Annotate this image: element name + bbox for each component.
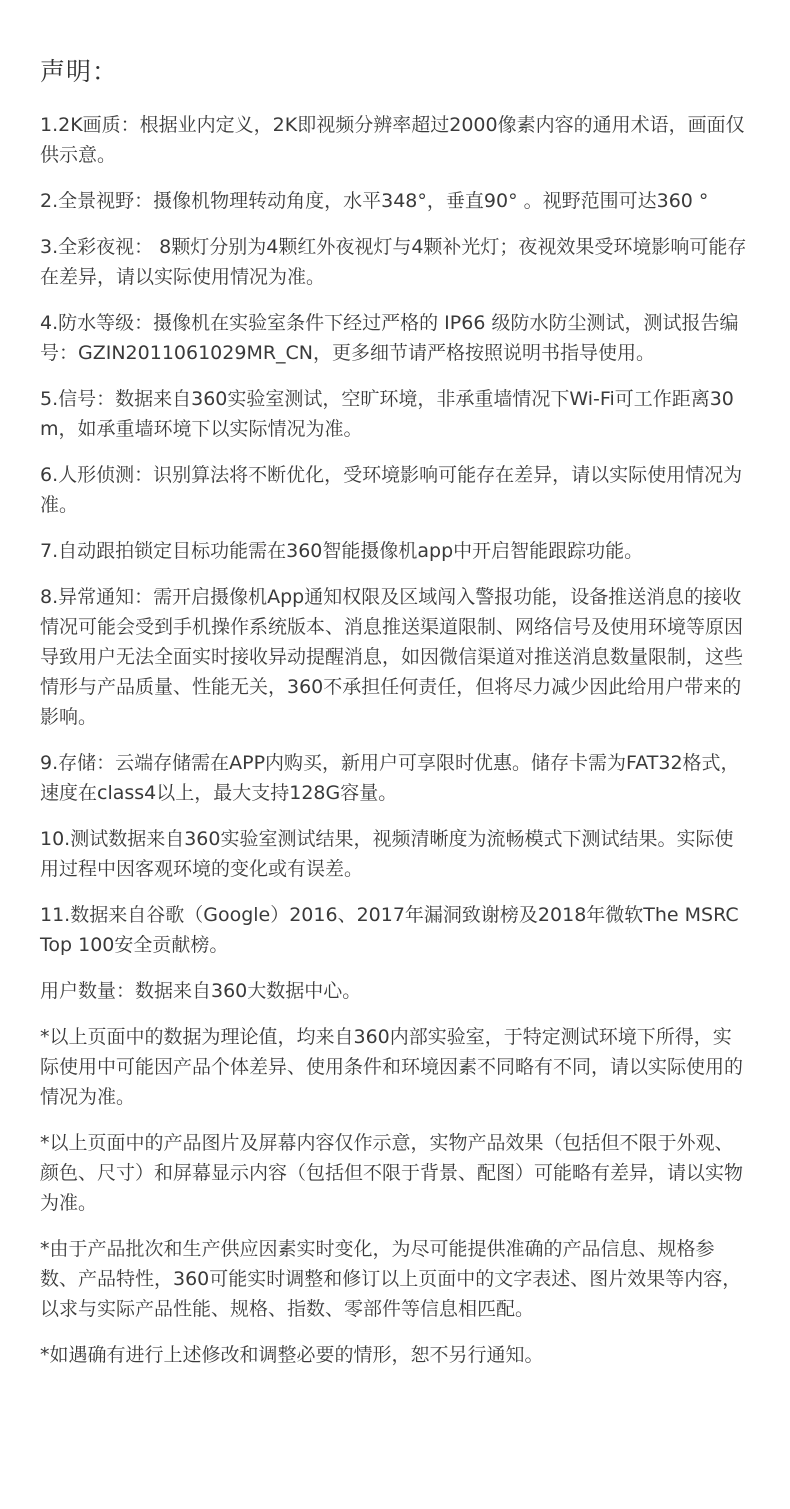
disclaimer-item-5: 5.信号：数据来自360实验室测试，空旷环境，非承重墙情况下Wi-Fi可工作距离30m，如承重墙环境下以实际情况为准。 (40, 388, 734, 440)
image-illustration-note: *以上页面中的产品图片及屏幕内容仅作示意，实物产品效果（包括但不限于外观、颜色、尺寸）和屏幕显示内容（包括但不限于背景、配图）可能略有差异，请以实物为准。 (40, 1132, 744, 1214)
disclaimer-item-8: 8.异常通知：需开启摄像机App通知权限及区域闯入警报功能，设备推送消息的接收情况可能会受到手机操作系统版本、消息推送渠道限制、网络信号及使用环境等原因导致用户无法全面实时接收异动提醒消息，如因微信渠道对推送消息数量限制，这些情形与产品质量、性能无关，360不承担任何责任，但将尽力减少因此给用户带来的影响。 (40, 586, 744, 728)
disclaimer-item-7: 7.自动跟拍锁定目标功能需在360智能摄像机app中开启智能跟踪功能。 (40, 540, 644, 562)
disclaimer-item-3: 3.全彩夜视： 8颗灯分别为4颗红外夜视灯与4颗补光灯；夜视效果受环境影响可能存在差异，请以实际使用情况为准。 (40, 236, 747, 288)
content-adjustment-note: *由于产品批次和生产供应因素实时变化，为尽可能提供准确的产品信息、规格参数、产品特性，360可能实时调整和修订以上页面中的文字表述、图片效果等内容，以求与实际产品性能、规格、指数、零部件等信息相匹配。 (40, 1238, 742, 1320)
user-count-note: 用户数量：数据来自360大数据中心。 (40, 980, 362, 1002)
disclaimer-item-10: 10.测试数据来自360实验室测试结果，视频清晰度为流畅模式下测试结果。实际使用过程中因客观环境的变化或有误差。 (40, 828, 734, 880)
disclaimer-item-9: 9.存储：云端存储需在APP内购买，新用户可享限时优惠。储存卡需为FAT32格式，速度在class4以上，最大支持128G容量。 (40, 752, 740, 804)
theoretical-value-note: *以上页面中的数据为理论值，均来自360内部实验室，于特定测试环境下所得，实际使用中可能因产品个体差异、使用条件和环境因素不同略有不同，请以实际使用的情况为准。 (40, 1026, 744, 1108)
page-title: 声明： (40, 57, 119, 86)
disclaimer-item-1: 1.2K画质：根据业内定义，2K即视频分辨率超过2000像素内容的通用术语，画面仅供示意。 (40, 114, 745, 166)
disclaimer-item-4: 4.防水等级：摄像机在实验室条件下经过严格的 IP66 级防水防尘测试，测试报告编号：GZIN2011061029MR_CN，更多细节请严格按照说明书指导使用。 (40, 312, 739, 364)
disclaimer-item-2: 2.全景视野：摄像机物理转动角度，水平348°，垂直90° 。视野范围可达360 ° (40, 190, 709, 212)
disclaimer-item-11: 11.数据来自谷歌（Google）2016、2017年漏洞致谢榜及2018年微软The MSRC Top 100安全贡献榜。 (40, 904, 739, 956)
disclaimer-list (40, 110, 750, 1370)
disclaimer-item-6: 6.人形侦测：识别算法将不断优化，受环境影响可能存在差异，请以实际使用情况为准。 (40, 464, 743, 516)
no-further-notice-note: *如遇确有进行上述修改和调整必要的情形，恕不另行通知。 (40, 1344, 544, 1366)
